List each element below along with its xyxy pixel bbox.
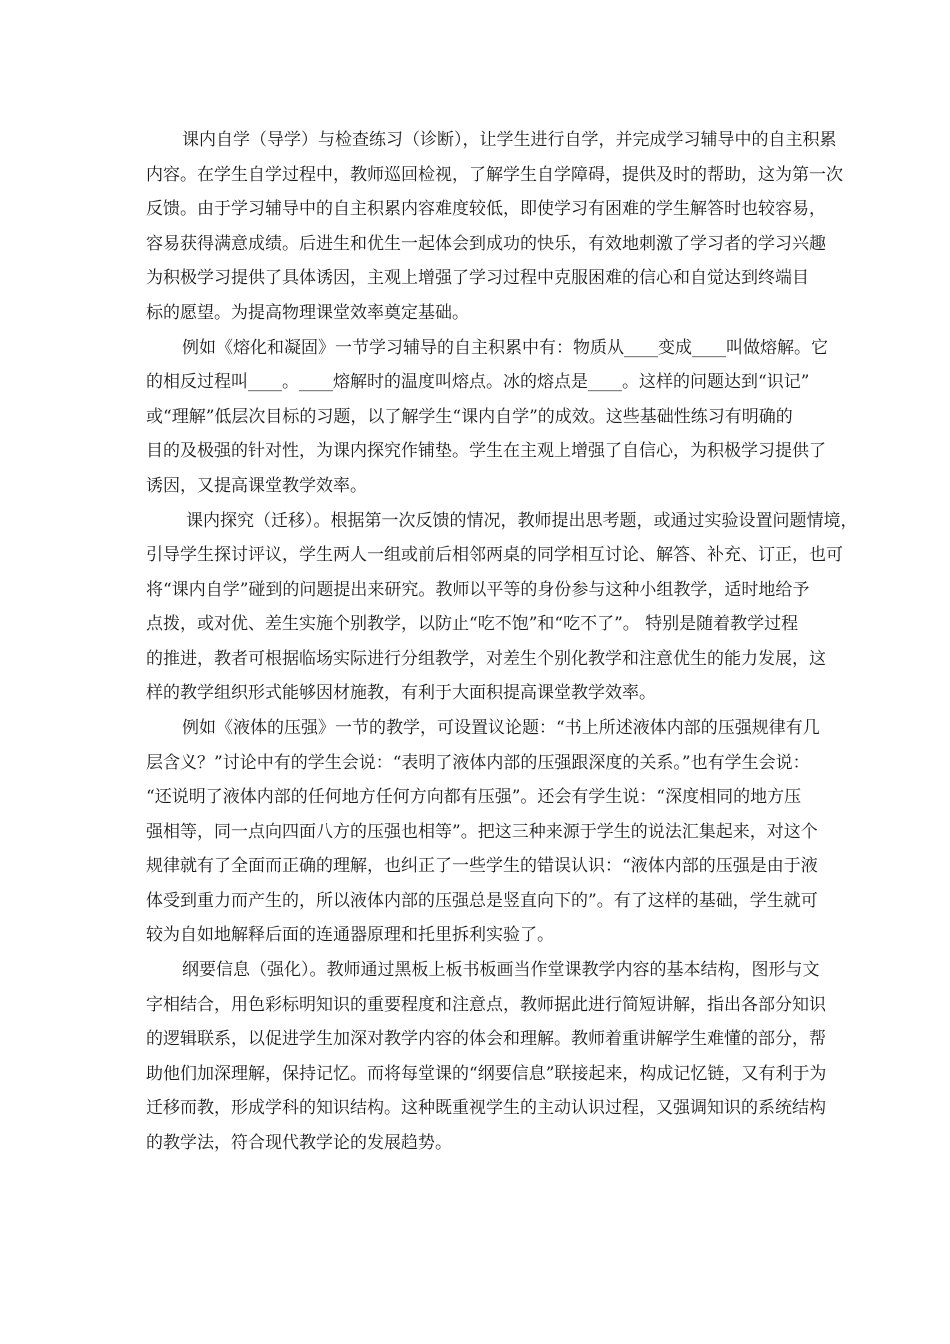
text-line: 课内自学（导学）与检查练习（诊断），让学生进行自学，并完成学习辅导中的自主积累 <box>182 130 837 150</box>
text-line: 较为自如地解释后面的连通器原理和托里拆利实验了。 <box>146 925 554 945</box>
text-line: 规律就有了全面而正确的理解，也纠正了一些学生的错误认识：“液体内部的压强是由于液 <box>146 856 818 876</box>
text-line: 例如《熔化和凝固》一节学习辅导的自主积累中有：物质从____变成____叫做熔解。它 <box>182 338 828 358</box>
text-line: 引导学生探讨评议，学生两人一组或前后相邻两桌的同学相互讨论、解答、补充、订正，也可 <box>146 545 843 565</box>
text-line: 容易获得满意成绩。后进生和优生一起体会到成功的快乐，有效地刺激了学习者的学习兴趣 <box>146 234 826 254</box>
text-line: 或“理解”低层次目标的习题，以了解学生“课内自学”的成效。这些基础性练习有明确的 <box>146 407 793 427</box>
text-line: 诱因，又提高课堂教学效率。 <box>146 476 367 496</box>
text-line: 内容。在学生自学过程中，教师巡回检视，了解学生自学障碍，提供及时的帮助，这为第一次 <box>146 165 843 185</box>
text-line: 目的及极强的针对性，为课内探究作铺垫。学生在主观上增强了自信心，为积极学习提供了 <box>146 441 826 461</box>
text-line: 将“课内自学”碰到的问题提出来研究。教师以平等的身份参与这种小组教学，适时地给予 <box>146 580 810 600</box>
text-line: 样的教学组织形式能够因材施教，有利于大面积提高课堂教学效率。 <box>146 683 656 703</box>
text-line: 纲要信息（强化）。教师通过黑板上板书板画当作堂课教学内容的基本结构，图形与文 <box>182 960 820 980</box>
text-line: 点拨，或对优、差生实施个别教学，以防止“吃不饱”和“吃不了”。 特别是随着教学过程 <box>146 614 799 634</box>
text-line: 例如《液体的压强》一节的教学，可设置议论题：“书上所述液体内部的压强规律有几 <box>182 718 820 738</box>
text-line: 强相等，同一点向四面八方的压强也相等”。把这三种来源于学生的说法汇集起来，对这个 <box>146 822 818 842</box>
text-line: 助他们加深理解，保持记忆。而将每堂课的“纲要信息”联接起来，构成记忆链，又有利于为 <box>146 1064 827 1084</box>
text-line: 迁移而教，形成学科的知识结构。这种既重视学生的主动认识过程，又强调知识的系统结构 <box>146 1098 826 1118</box>
text-line: 的教学法，符合现代教学论的发展趋势。 <box>146 1133 452 1153</box>
text-line: 课内探究（迁移）。根据第一次反馈的情况，教师提出思考题，或通过实验设置问题情境， <box>186 511 858 531</box>
text-line: 标的愿望。为提高物理课堂效率奠定基础。 <box>146 303 469 323</box>
text-line: 字相结合，用色彩标明知识的重要程度和注意点，教师据此进行简短讲解，指出各部分知识 <box>146 995 826 1015</box>
text-line: 为积极学习提供了具体诱因，主观上增强了学习过程中克服困难的信心和自觉达到终端目 <box>146 268 809 288</box>
text-line: “还说明了液体内部的任何地方任何方向都有压强”。还会有学生说：“深度相同的地方压 <box>146 787 802 807</box>
text-line: 体受到重力而产生的，所以液体内部的压强总是竖直向下的”。有了这样的基础，学生就可 <box>146 891 818 911</box>
text-line: 的相反过程叫____。____熔解时的温度叫熔点。冰的熔点是____。这样的问题达到“识记” <box>146 372 810 392</box>
text-line: 的推进，教者可根据临场实际进行分组教学，对差生个别化教学和注意优生的能力发展，这 <box>146 649 826 669</box>
text-line: 层含义？”讨论中有的学生会说：“表明了液体内部的压强跟深度的关系。”也有学生会说： <box>146 753 810 773</box>
text-line: 反馈。由于学习辅导中的自主积累内容难度较低，即使学习有困难的学生解答时也较容易， <box>146 199 826 219</box>
text-line: 的逻辑联系，以促进学生加深对教学内容的体会和理解。教师着重讲解学生难懂的部分，帮 <box>146 1029 826 1049</box>
